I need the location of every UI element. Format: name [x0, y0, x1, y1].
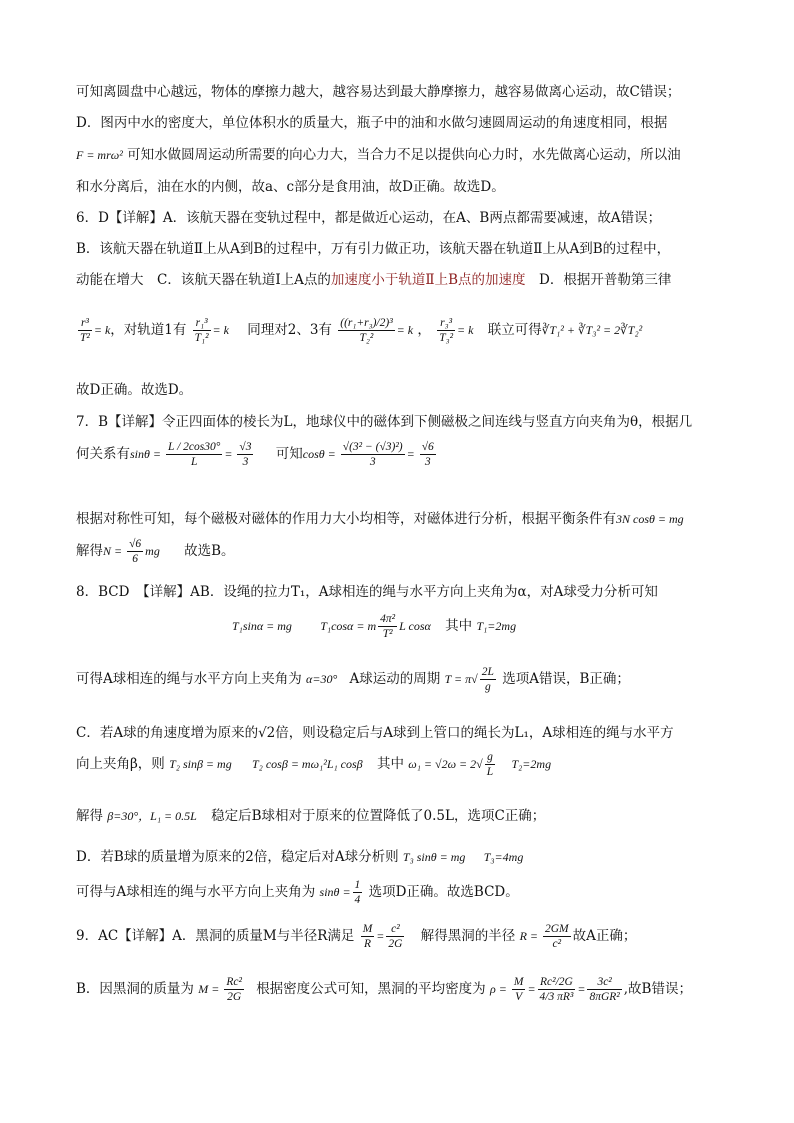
- text-span: ，对轨道1有: [110, 322, 187, 338]
- formula: T₂=2mg: [511, 757, 552, 771]
- text-span: 可得与A球相连的绳与水平方向上夹角为: [76, 884, 316, 900]
- formula: $\frac{\text{r₁³}}{\text{T₁²}}$: [194, 317, 209, 344]
- formula: $\frac{L / 2\cos 30^\circ}{L}$: [168, 441, 221, 468]
- formula: $\frac{\text{4π²}}{\text{T²}}$: [380, 613, 396, 640]
- text-span: 根据密度公式可知，黑洞的平均密度为: [256, 981, 486, 997]
- formula: $\frac{1}{4}$: [354, 879, 361, 906]
- text-line: 6．D【详解】A．该航天器在变轨过程中，都是做近心运动，在A、B两点都需要减速，故A错误；: [76, 210, 662, 226]
- text-line: C．若A球的角速度增为原来的√2倍，则设稳定后与A球到上管口的绳长为L₁，A球相连的绳与水平方: [76, 725, 674, 741]
- text-span: 其中: [376, 756, 404, 772]
- formula: $\frac{\text{3c²}}{\text{8πGR²}}$: [589, 976, 620, 1003]
- formula: $\frac{\text{Rc²/2G}}{\text{4/3 πR³}}$: [539, 976, 574, 1003]
- text-line: 可知离圆盘中心越远，物体的摩擦力越大，越容易达到最大静摩擦力，越容易做离心运动，故C错误；: [76, 84, 681, 100]
- text-span: 解得: [76, 808, 103, 824]
- formula: T₁sinα = mg: [232, 619, 292, 633]
- text-span: 向上夹角β，则: [76, 756, 165, 772]
- kepler-line: $\frac{\text{r³}}{\text{T²}}$ = k，对轨道1有 $\frac{\text{r₁³}}{\text{T₁²}}$ = k 同理对2、3有 $\frac{\text{((r₁+r₃)/2)³}}{\text{T₂²}}$ = k ， $\frac{\text{r₃³}}{\text{T₃²}}$ = k 联立可得∛T₁² + ∛T₃² = 2∛T₂²: [80, 317, 643, 344]
- text-line: 向上夹角β，则 T₂ sinβ = mg T₂ cosβ = mω₁²L₁ cosβ 其中 ω₁ = √2ω = 2√ $\frac{g}{L}$ T₂=2mg: [76, 751, 552, 778]
- formula: T₂ cosβ = mω₁²L₁ cosβ: [252, 757, 363, 771]
- formula: T₁cosα = m: [320, 619, 377, 633]
- formula: 3N cosθ = mg: [616, 512, 684, 526]
- text-span: 根据对称性可知，每个磁极对磁体的作用力大小均相等，对磁体进行分析，根据平衡条件有: [76, 511, 616, 527]
- formula: $\frac{2GM}{\text{c²}}$: [545, 923, 569, 950]
- text-line: 8．BCD 【详解】AB．设绳的拉力T₁，A球相连的绳与水平方向上夹角为α，对A球受力分析可知: [76, 584, 658, 600]
- formula: $\frac{√3}{3}$: [239, 441, 252, 468]
- text-line: [76, 510, 726, 528]
- text-line: [76, 146, 726, 164]
- formula: $\frac{\text{r₃³}}{\text{T₃²}}$: [439, 317, 454, 344]
- formula: T₂ sinβ = mg: [169, 757, 232, 771]
- text-span: A球运动的周期: [349, 671, 441, 687]
- text-span: 选项D正确。故选BCD。: [368, 884, 519, 900]
- formula: F = mrω²: [76, 148, 123, 162]
- text-line: B．该航天器在轨道Ⅱ上从A到B的过程中，万有引力做正功，该航天器在轨道Ⅱ上从A到B的过程中，: [76, 241, 671, 257]
- formula: T₁=2mg: [476, 619, 517, 633]
- formula: $\frac{2L}{g}$: [481, 666, 494, 693]
- text-line: [76, 848, 726, 866]
- formula: $\frac{M}{R}$: [362, 923, 373, 950]
- text-span: 解得黑洞的半径: [420, 928, 516, 944]
- text-line: 9．AC【详解】A．黑洞的质量M与半径R满足 $\frac{M}{R}$ = $\frac{\text{c²}}{2G}$ 解得黑洞的半径 R = $\frac{2GM}{\text{c²}}$ 故A正确；: [76, 923, 637, 950]
- formula: $\frac{M}{V}$: [513, 976, 524, 1003]
- text-line: B．因黑洞的质量为 M = $\frac{\text{Rc²}}{2G}$ 根据密度公式可知，黑洞的平均密度为 ρ = $\frac{M}{V}$ = $\frac{\text{Rc²/2G}}{\text{4/3 πR³}}$ = $\frac{\text{3c²}}{\text{8πGR²}}$ ,故B错误；: [76, 976, 692, 1003]
- text-span: 可知水做圆周运动所需要的向心力大，当合力不足以提供向心力时，水先做离心运动，所以油: [122, 147, 681, 163]
- text-span: 动能在增大 C．该航天器在轨道Ⅰ上A点的: [76, 272, 331, 288]
- text-span: 可得A球相连的绳与水平方向上夹角为: [76, 671, 302, 687]
- formula: T₃ sinθ = mg: [402, 850, 466, 864]
- formula: sinθ =: [319, 885, 351, 899]
- text-line: 故D正确。故选D。: [76, 382, 193, 398]
- formula: T₃=4mg: [483, 850, 524, 864]
- geometry-line: 何关系有sinθ = $\frac{L / 2\cos 30^\circ}{L}$ = $\frac{√3}{3}$ 可知cosθ = $\frac{\text{√(3² − (√3)²)}}{3}$ = $\frac{√6}{3}$: [76, 441, 434, 468]
- text-span: 选项A错误，B正确；: [502, 671, 630, 687]
- text-span: 9．AC【详解】A．黑洞的质量M与半径R满足: [76, 928, 355, 944]
- text-span: 其中: [445, 618, 473, 634]
- formula: β=30°，L₁ = 0.5L: [107, 809, 197, 823]
- text-line: 和水分离后，油在水的内侧，故a、c部分是食用油，故D正确。故选D。: [76, 179, 505, 195]
- text-span: 解得: [76, 543, 103, 559]
- highlight-span: 加速度小于轨道Ⅱ上B点的加速度: [330, 272, 526, 288]
- text-span: 联立可得: [487, 322, 542, 338]
- formula: ω₁ = √2ω = 2: [408, 757, 477, 771]
- text-line: 7．B【详解】令正四面体的棱长为L，地球仪中的磁体到下侧磁极之间连线与竖直方向夹角为θ，根据几: [76, 414, 693, 430]
- formula: $\frac{\text{r³}}{\text{T²}}$: [80, 317, 90, 344]
- formula: $\frac{√6}{3}$: [421, 441, 434, 468]
- text-span: B．因黑洞的质量为: [76, 981, 194, 997]
- text-line: [76, 807, 726, 825]
- text-line: 可得A球相连的绳与水平方向上夹角为 α=30° A球运动的周期 T = π√ $\frac{2L}{g}$ 选项A错误，B正确；: [76, 666, 630, 693]
- formula: $\frac{√6}{6}$: [129, 538, 142, 565]
- formula: $\frac{g}{L}$: [486, 751, 494, 778]
- text-span: 同理对2、3有: [247, 322, 332, 338]
- equation-line: [232, 612, 794, 648]
- text-span: D．根据开普勒第三律: [525, 272, 672, 288]
- text-span: 稳定后B球相对于原来的位置降低了0.5L，选项C正确；: [211, 808, 546, 824]
- text-span: 何关系有: [76, 446, 130, 462]
- text-line: D．图丙中水的密度大，单位体积水的质量大，瓶子中的油和水做匀速圆周运动的角速度相同，根据: [76, 115, 668, 131]
- text-span: 故A正确；: [572, 928, 637, 944]
- formula: $\frac{\text{√(3² − (√3)²)}}{3}$: [342, 441, 403, 468]
- formula: α=30°: [306, 672, 338, 686]
- text-span: ,故B错误；: [623, 981, 692, 997]
- text-line: 解得N = $\frac{√6}{6}$ mg 故选B。: [76, 538, 235, 565]
- formula: $\frac{\text{Rc²}}{2G}$: [226, 976, 242, 1003]
- text-span: 可知: [275, 446, 303, 462]
- formula: $\frac{\text{c²}}{2G}$: [388, 923, 403, 950]
- text-span: 故选B。: [184, 543, 235, 559]
- text-line: [76, 878, 726, 912]
- text-span: D．若B球的质量增为原来的2倍，稳定后对A球分析则: [76, 849, 399, 865]
- text-line: [76, 271, 726, 289]
- formula: $\frac{\text{((r₁+r₃)/2)³}}{\text{T₂²}}$: [340, 317, 393, 344]
- formula: = k: [212, 323, 229, 337]
- formula: L cosα: [399, 619, 431, 633]
- formula: ∛T₁² + ∛T₃² = 2∛T₂²: [541, 323, 643, 337]
